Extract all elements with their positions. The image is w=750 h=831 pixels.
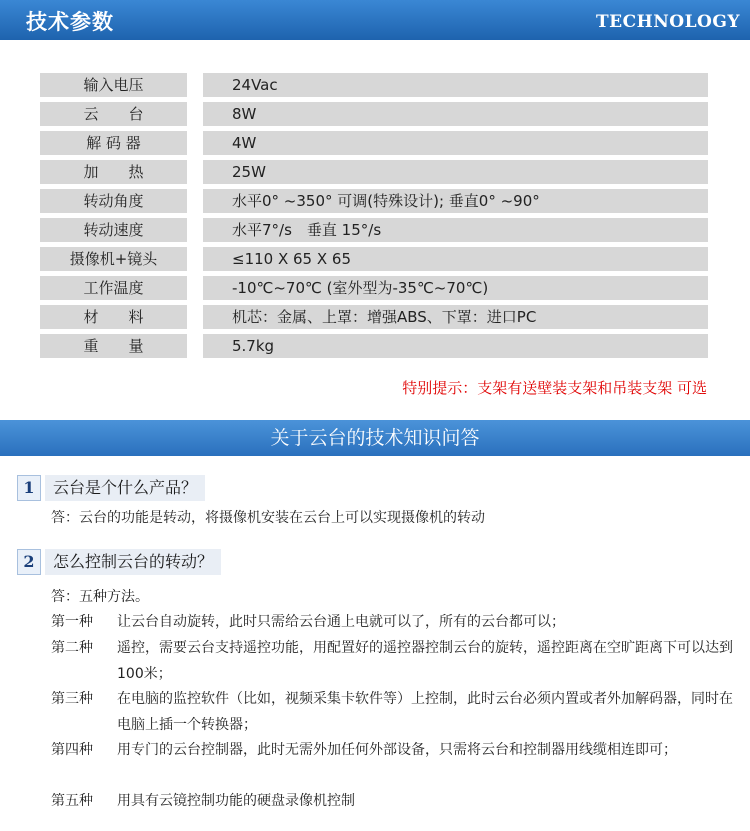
spec-row: [40, 276, 708, 300]
faq-title-bar: 关于云台的技术知识问答: [0, 420, 750, 456]
spec-row: [40, 73, 708, 97]
spec-row: [40, 247, 708, 271]
spec-label: 摄像机+镜头: [40, 247, 187, 271]
spec-row: [40, 305, 708, 329]
spec-label: 解 码 器: [40, 131, 187, 155]
spec-value: ≤110 X 65 X 65: [203, 247, 708, 271]
method-name: 第一种: [51, 614, 93, 630]
spec-value: 8W: [203, 102, 708, 126]
spec-label: 材 料: [40, 305, 187, 329]
spec-label: 工作温度: [40, 276, 187, 300]
method-item: [51, 737, 741, 789]
method-text: 用具有云镜控制功能的硬盘录像机控制: [117, 793, 355, 809]
method-item: [51, 635, 741, 687]
spec-label: 转动速度: [40, 218, 187, 242]
spec-value: 5.7kg: [203, 334, 708, 358]
method-name: 第四种: [51, 742, 93, 758]
question-number: 2: [17, 549, 41, 575]
spec-value: 25W: [203, 160, 708, 184]
method-name: 第五种: [51, 793, 93, 809]
question-text: 怎么控制云台的转动？: [45, 549, 221, 575]
method-name: 第二种: [51, 640, 93, 656]
method-text: 遥控，需要云台支持遥控功能，用配置好的遥控器控制云台的旋转，遥控距离在空旷距离下可以达到100米；: [117, 640, 733, 682]
spec-value: -10℃~70℃ (室外型为-35℃~70℃): [203, 276, 708, 300]
question-text: 云台是个什么产品？: [45, 475, 205, 501]
method-text: 用专门的云台控制器，此时无需外加任何外部设备，只需将云台和控制器用线缆相连即可；: [117, 742, 677, 758]
spec-value: 24Vac: [203, 73, 708, 97]
method-item: [51, 788, 741, 814]
spec-label: 输入电压: [40, 73, 187, 97]
spec-label: 重 量: [40, 334, 187, 358]
question-number: 1: [17, 475, 41, 501]
spec-row: [40, 218, 708, 242]
spec-row: [40, 131, 708, 155]
spec-table: [40, 73, 708, 363]
method-item: [51, 686, 741, 738]
spec-value: 水平0° ~350° 可调(特殊设计); 垂直0° ~90°: [203, 189, 708, 213]
spec-value: 机芯：金属、上罩：增强ABS、下罩：进口PC: [203, 305, 708, 329]
spec-value: 4W: [203, 131, 708, 155]
spec-value: 水平7°/s 垂直 15°/s: [203, 218, 708, 242]
method-text: 让云台自动旋转，此时只需给云台通上电就可以了，所有的云台都可以；: [117, 614, 565, 630]
section-title-en: TECHNOLOGY: [596, 12, 740, 32]
section-header: [0, 0, 750, 40]
method-name: 第三种: [51, 691, 93, 707]
method-text: 在电脑的监控软件（比如，视频采集卡软件等）上控制，此时云台必须内置或者外加解码器，同时在电脑上插一个转换器；: [117, 691, 733, 733]
section-title: 技术参数: [26, 10, 114, 34]
spec-row: [40, 102, 708, 126]
answer-2-intro: 答：五种方法。: [51, 589, 149, 605]
spec-row: [40, 334, 708, 358]
special-note: 特别提示：支架有送壁装支架和吊装支架 可选: [402, 379, 707, 397]
answer-1: 答：云台的功能是转动，将摄像机安装在云台上可以实现摄像机的转动: [51, 510, 485, 526]
method-item: [51, 609, 741, 635]
spec-row: [40, 189, 708, 213]
spec-label: 转动角度: [40, 189, 187, 213]
spec-label: 云 台: [40, 102, 187, 126]
spec-label: 加 热: [40, 160, 187, 184]
spec-row: [40, 160, 708, 184]
